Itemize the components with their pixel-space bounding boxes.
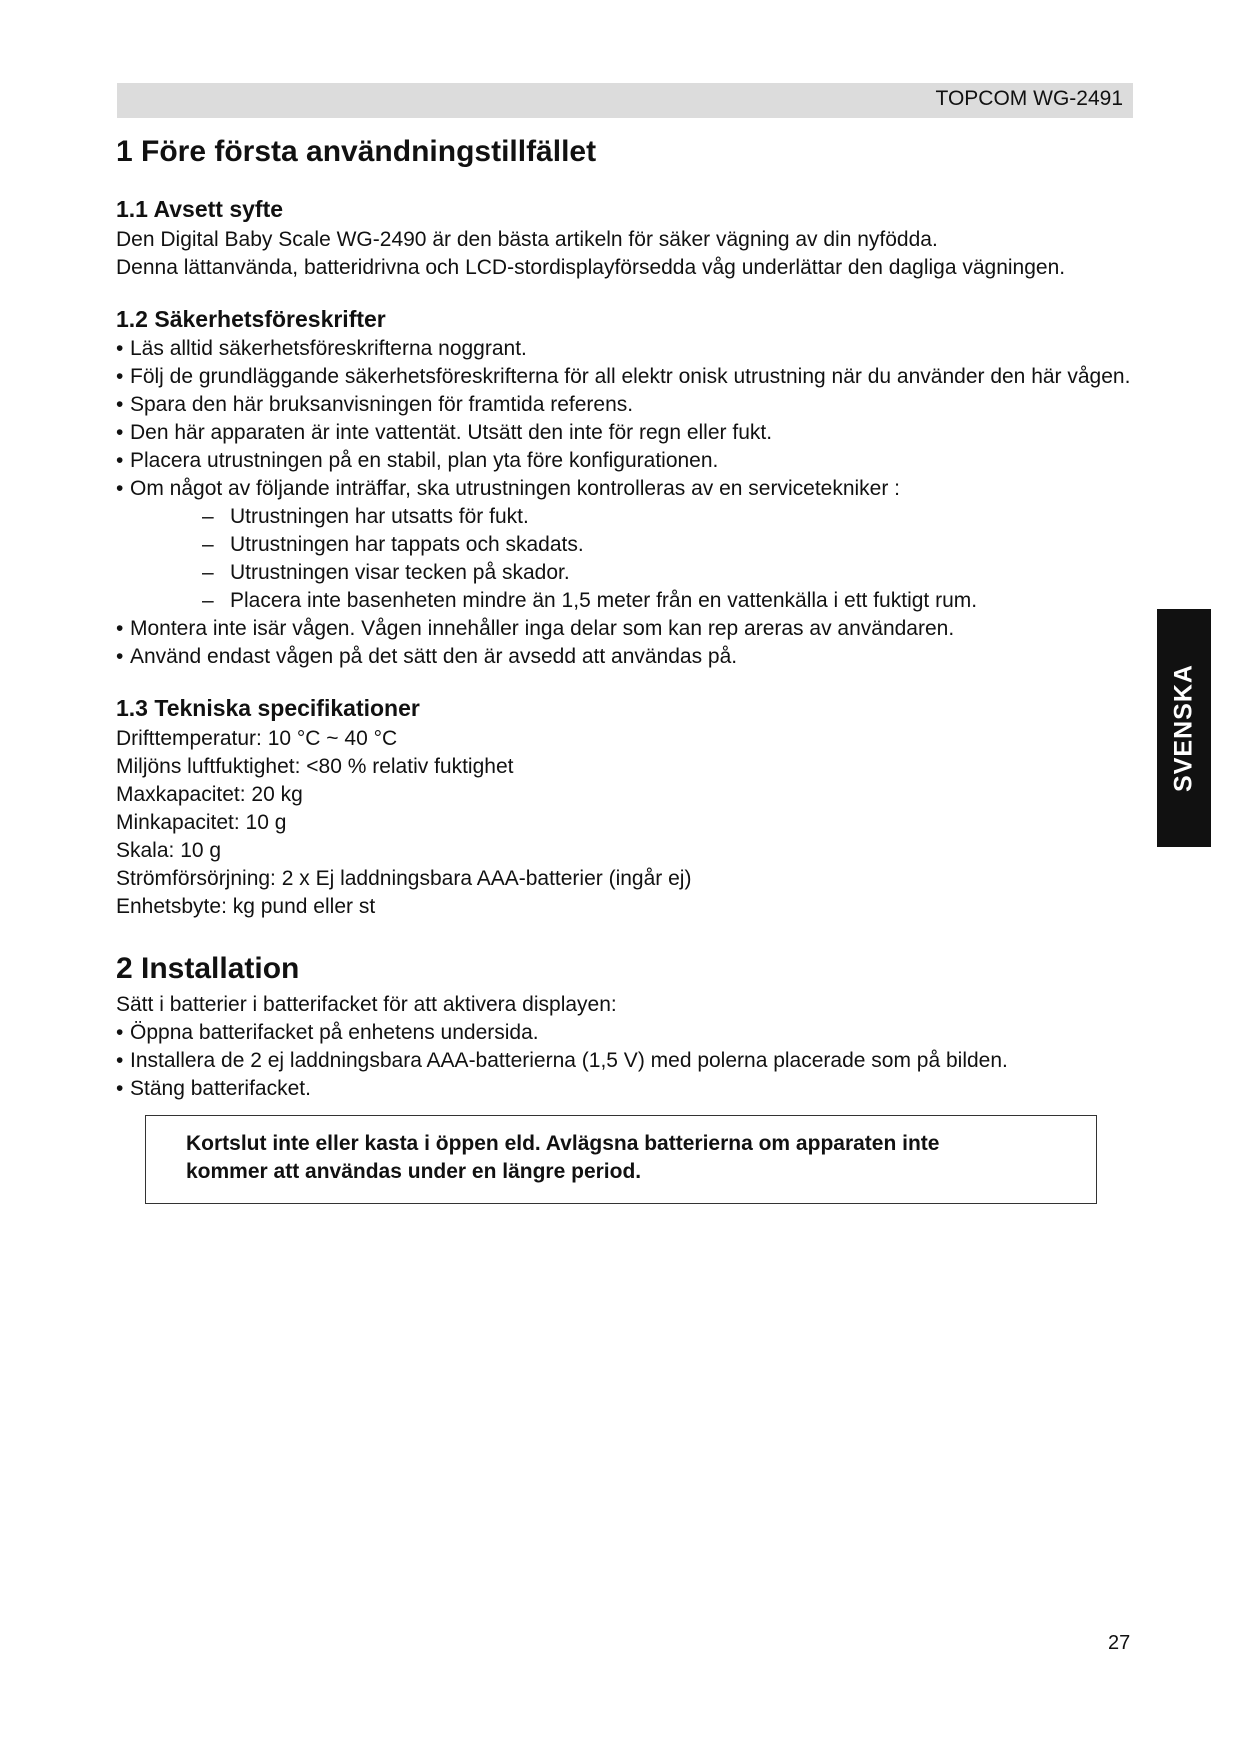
safety-list-continued (116, 615, 1146, 671)
language-label: SVENSKA (1169, 664, 1198, 792)
header-model: TOPCOM WG-2491 (935, 87, 1123, 110)
section-1-1-title: 1.1 Avsett syfte (116, 196, 284, 222)
header-bar (117, 83, 1133, 118)
list-item: • Placera utrustningen på en stabil, plan yta före konfigurationen. (116, 449, 719, 473)
language-tab (1157, 609, 1211, 847)
spec-line: Strömförsörjning: 2 x Ej laddningsbara AAA-batterier (ingår ej) (116, 866, 692, 890)
spec-line: Drifttemperatur: 10 °C ~ 40 °C (116, 726, 398, 750)
section-1-2-title: 1.2 Säkerhetsföreskrifter (116, 305, 386, 332)
sub-dash-list (116, 503, 1146, 615)
section-2-title: 2 Installation (116, 951, 300, 985)
warning-line: kommer att användas under en längre period. (186, 1159, 642, 1183)
warning-box (145, 1115, 1097, 1204)
installation-list (116, 1019, 1146, 1103)
paragraph-line: Denna lättanvända, batteridrivna och LCD-stordisplayförsedda våg underlättar den dagliga vägningen. (116, 255, 1066, 279)
section-1-title: 1 Före första användningstillfället (116, 135, 597, 168)
page-number: 27 (1108, 1632, 1131, 1654)
list-item: • Läs alltid säkerhetsföreskrifterna noggrant. (116, 337, 527, 361)
list-item: • Installera de 2 ej laddningsbara AAA-batterierna (1,5 V) med polerna placerade som på bilden. (116, 1048, 1008, 1072)
paragraph-line: Den Digital Baby Scale WG-2490 är den bästa artikeln för säker vägning av din nyfödda. (116, 227, 938, 251)
section-1-2 (116, 306, 1146, 672)
list-item: • Montera inte isär vågen. Vågen innehåller inga delar som kan rep areras av användaren. (116, 617, 955, 641)
installation-intro: Sätt i batterier i batterifacket för att aktivera displayen: (116, 992, 617, 1016)
spec-line: Miljöns luftfuktighet: <80 % relativ fuktighet (116, 754, 514, 778)
list-item: • Öppna batterifacket på enhetens undersida. (116, 1020, 539, 1044)
dash-item: – Utrustningen har tappats och skadats. (202, 533, 584, 557)
list-item: • Stäng batterifacket. (116, 1076, 311, 1100)
dash-item: – Utrustningen har utsatts för fukt. (202, 505, 529, 529)
section-1-3-title: 1.3 Tekniska specifikationer (116, 695, 420, 722)
list-item: • Följ de grundläggande säkerhetsföreskrifterna för all elektr onisk utrustning när du använder den här vågen. (116, 365, 1131, 389)
list-item: • Använd endast vågen på det sätt den är avsedd att användas på. (116, 645, 738, 669)
spec-line: Enhetsbyte: kg pund eller st (116, 894, 376, 918)
list-item: • Om något av följande inträffar, ska utrustningen kontrolleras av en servicetekniker : (116, 477, 901, 501)
section-1-1 (116, 196, 1146, 282)
dash-item: – Utrustningen visar tecken på skador. (202, 561, 570, 585)
list-item: • Den här apparaten är inte vattentät. Utsätt den inte för regn eller fukt. (116, 421, 773, 445)
section-1-3 (116, 695, 1146, 921)
dash-item: – Placera inte basenheten mindre än 1,5 meter från en vattenkälla i ett fuktigt rum. (202, 589, 978, 613)
spec-line: Minkapacitet: 10 g (116, 810, 287, 834)
warning-line: Kortslut inte eller kasta i öppen eld. Avlägsna batterierna om apparaten inte (186, 1131, 940, 1155)
spec-line: Maxkapacitet: 20 kg (116, 782, 303, 806)
safety-list (116, 335, 1146, 503)
spec-line: Skala: 10 g (116, 838, 222, 862)
page-content (116, 134, 1146, 1204)
list-item: • Spara den här bruksanvisningen för framtida referens. (116, 393, 634, 417)
